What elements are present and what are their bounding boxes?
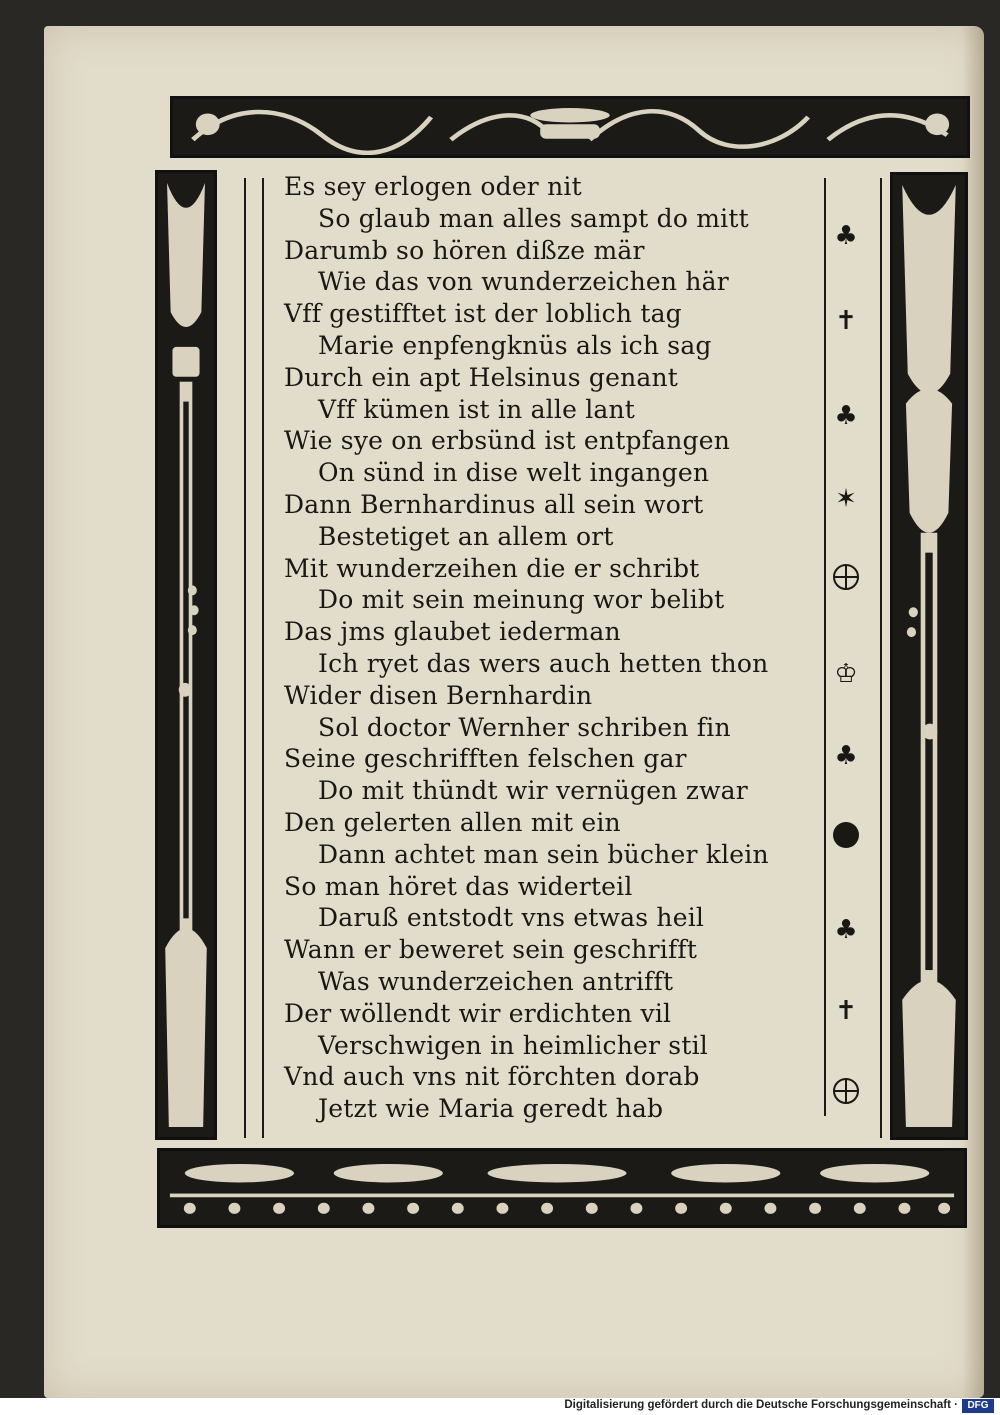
verse-line: Vff kümen ist in alle lant bbox=[318, 394, 636, 424]
verse-line: So man höret das widerteil bbox=[284, 871, 633, 901]
verse-line: Darumb so hören dißze mär bbox=[284, 235, 645, 265]
verse-line: Das jms glaubet iederman bbox=[284, 617, 621, 647]
column-rule bbox=[262, 178, 264, 1138]
verse-line: Dann achtet man sein bücher klein bbox=[318, 839, 769, 869]
verse-line: Der wöllendt wir erdichten vil bbox=[284, 998, 672, 1028]
verse-line: Es sey erlogen oder nit bbox=[284, 172, 582, 201]
verse-line: Dann Bernhardinus all sein wort bbox=[284, 489, 704, 519]
verse-line: Ich ryet das wers auch hetten thon bbox=[318, 648, 769, 678]
verse-line: Durch ein apt Helsinus genant bbox=[284, 362, 679, 392]
circle-cross-icon bbox=[833, 1078, 859, 1104]
verse-line: Wie das von wunderzeichen här bbox=[318, 267, 729, 297]
verse-line: Bestetiget an allem ort bbox=[318, 521, 614, 551]
verse-line: Daruß entstodt vns etwas heil bbox=[318, 903, 705, 933]
column-rule bbox=[824, 178, 826, 1116]
filled-circle-icon bbox=[833, 822, 859, 848]
verse-line: Seine geschrifften felschen gar bbox=[284, 744, 687, 774]
column-rule bbox=[880, 178, 882, 1138]
circle-cross-icon bbox=[833, 564, 859, 590]
club-icon: ♣ bbox=[834, 221, 858, 251]
verse-line: Wann er beweret sein geschrifft bbox=[284, 935, 698, 965]
footer-banner bbox=[0, 1398, 1000, 1415]
club-icon: ♣ bbox=[834, 401, 858, 431]
woodcut-border-right bbox=[890, 172, 968, 1140]
star-cross-icon: ✶ bbox=[835, 484, 857, 514]
verse-line: Wie sye on erbsünd ist entpfangen bbox=[284, 426, 731, 456]
verse-line: Do mit sein meinung wor belibt bbox=[318, 585, 725, 615]
verse-line: Do mit thündt wir vernügen zwar bbox=[318, 776, 748, 806]
cross-icon: ✝ bbox=[835, 996, 857, 1026]
funding-credit: Digitalisierung gefördert durch die Deutsche Forschungsgemeinschaft · bbox=[564, 1399, 958, 1411]
crown-hand-icon: ♔ bbox=[834, 659, 858, 689]
club-icon: ♣ bbox=[834, 915, 858, 945]
verse-line: Den gelerten allen mit ein bbox=[284, 807, 621, 837]
woodcut-border-bottom bbox=[157, 1148, 967, 1228]
verse-line: Verschwigen in heimlicher stil bbox=[318, 1030, 708, 1060]
woodcut-border-left bbox=[155, 170, 217, 1140]
dfg-logo: DFG bbox=[962, 1399, 994, 1413]
club-icon: ♣ bbox=[834, 741, 858, 771]
verse-line: So glaub man alles sampt do mitt bbox=[318, 203, 749, 233]
verse-line: Mit wunderzeihen die er schribt bbox=[284, 553, 700, 583]
verse-line: Vff gestifftet ist der loblich tag bbox=[284, 299, 682, 329]
verse-line: Marie enpfengknüs als ich sag bbox=[318, 330, 712, 360]
verse-line: Sol doctor Wernher schriben fin bbox=[318, 712, 731, 742]
verse-line: Wider disen Bernhardin bbox=[284, 680, 593, 710]
verse-line: Was wunderzeichen antrifft bbox=[318, 966, 674, 996]
woodcut-border-top bbox=[170, 96, 970, 158]
verse-line: Jetzt wie Maria geredt hab bbox=[318, 1094, 664, 1124]
cross-icon: ✝ bbox=[835, 306, 857, 336]
verse-line: Vnd auch vns nit förchten dorab bbox=[284, 1062, 700, 1092]
column-rule bbox=[244, 178, 246, 1138]
verse-line: On sünd in dise welt ingangen bbox=[318, 458, 710, 488]
verse-text bbox=[284, 171, 804, 1125]
